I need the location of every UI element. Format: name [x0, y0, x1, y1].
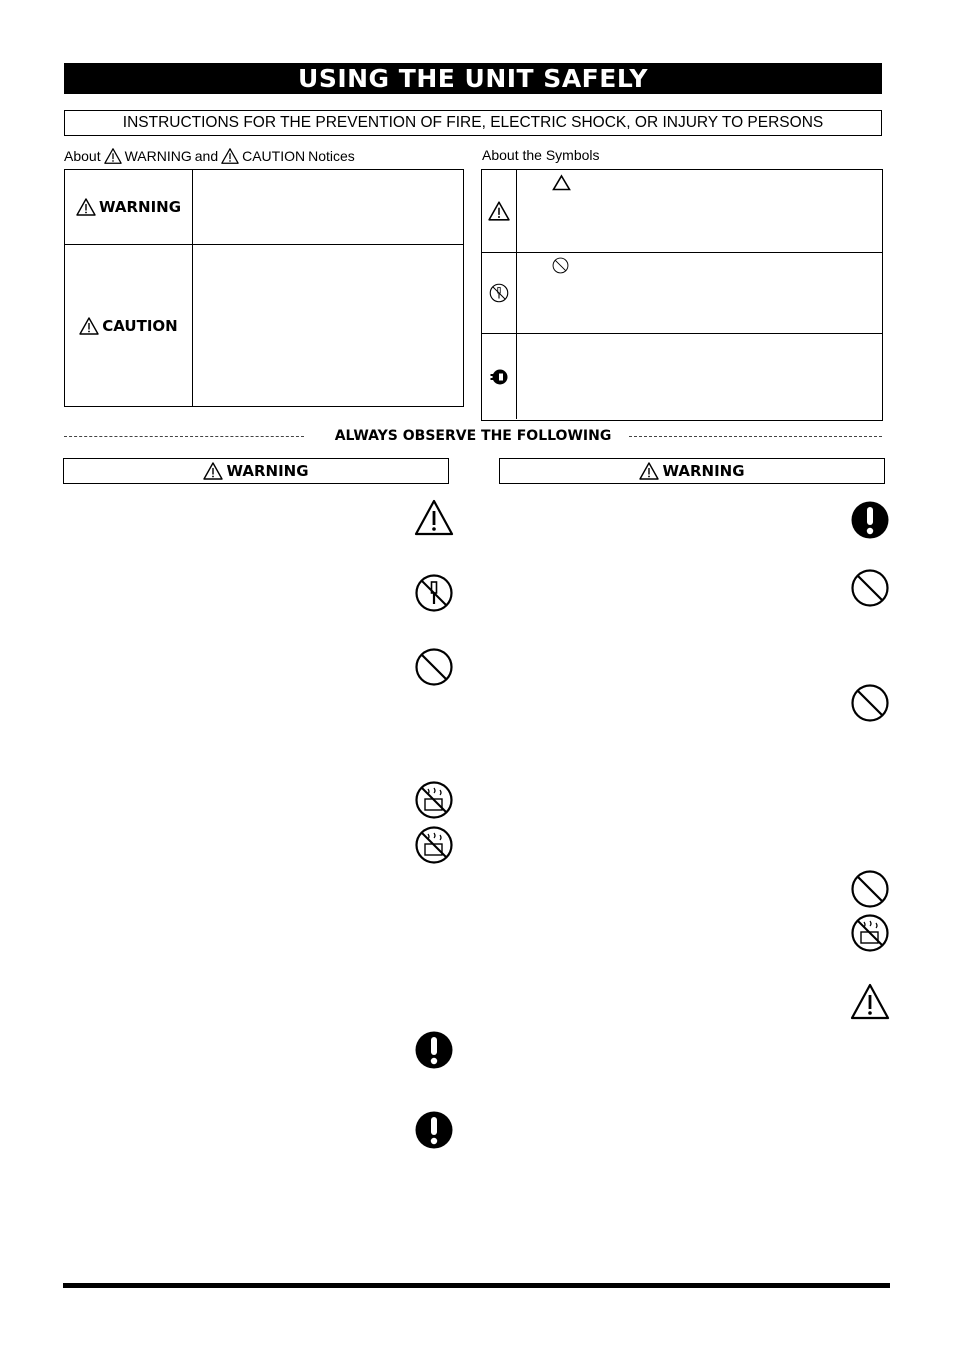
notice-warning-label	[65, 170, 193, 244]
notice-caution-text: CAUTION	[102, 316, 178, 335]
page-title: USING THE UNIT SAFELY	[64, 63, 882, 94]
left-warning-text: WARNING	[226, 462, 309, 480]
left-warning-header	[63, 458, 449, 484]
warning-triangle-icon	[79, 316, 99, 336]
warning-triangle-icon	[76, 197, 96, 217]
always-observe-divider	[64, 428, 882, 446]
unplug-icon	[489, 367, 509, 387]
no-disassemble-icon	[414, 573, 454, 613]
symbol-row-mandatory	[482, 334, 882, 419]
warning-triangle-icon	[203, 461, 223, 481]
right-warning-text: WARNING	[662, 462, 745, 480]
no-water-icon	[414, 825, 454, 865]
prohibited-icon	[850, 568, 890, 608]
notices-caption	[64, 147, 355, 165]
mandatory-icon	[414, 1030, 454, 1070]
caption-and: and	[194, 148, 219, 164]
symbols-caption	[482, 147, 600, 163]
caption-caution-word: CAUTION	[242, 148, 306, 164]
prohibited-icon	[552, 257, 569, 274]
symbol-row-triangle	[482, 170, 882, 253]
prohibited-icon	[850, 869, 890, 909]
bottom-rule	[63, 1283, 890, 1288]
warning-triangle-icon	[221, 147, 239, 165]
symbol-cell	[482, 253, 517, 333]
no-disassemble-icon	[489, 283, 509, 303]
warning-triangle-icon	[104, 147, 122, 165]
no-water-icon	[850, 913, 890, 953]
caption-warning-word: WARNING	[124, 148, 192, 164]
prohibited-icon	[414, 647, 454, 687]
always-observe-heading: ALWAYS OBSERVE THE FOLLOWING	[327, 428, 620, 444]
prohibited-icon	[850, 683, 890, 723]
right-warning-header	[499, 458, 885, 484]
notice-row-caution	[65, 245, 463, 406]
symbol-cell	[482, 334, 517, 419]
caption-suffix: Notices	[308, 148, 355, 164]
caption-prefix: About	[64, 148, 101, 164]
warning-triangle-icon	[639, 461, 659, 481]
notice-caution-label	[65, 245, 193, 406]
notice-table	[64, 169, 464, 407]
warning-triangle-icon	[414, 498, 454, 538]
no-water-icon	[414, 780, 454, 820]
warning-triangle-icon	[488, 200, 510, 222]
instructions-text: INSTRUCTIONS FOR THE PREVENTION OF FIRE, ELECTRIC SHOCK, OR INJURY TO PERSONS	[122, 114, 824, 131]
symbols-table	[481, 169, 883, 421]
mandatory-icon	[414, 1110, 454, 1150]
triangle-outline-icon	[552, 174, 571, 191]
symbol-row-prohibited	[482, 253, 882, 334]
instructions-heading	[64, 110, 882, 136]
notice-row-warning	[65, 170, 463, 245]
mandatory-icon	[850, 500, 890, 540]
symbol-cell	[482, 170, 517, 252]
symbols-caption-text: About the Symbols	[482, 147, 600, 163]
notice-warning-text: WARNING	[98, 198, 182, 216]
warning-triangle-icon	[850, 982, 890, 1022]
